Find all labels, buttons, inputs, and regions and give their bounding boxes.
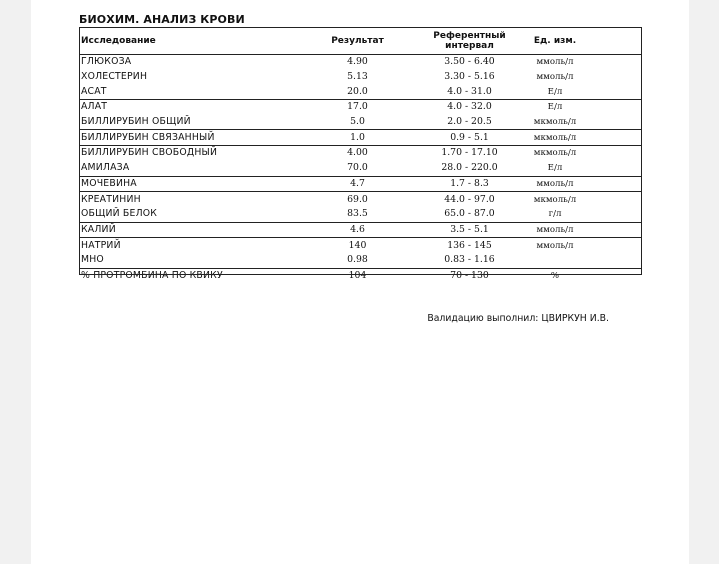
test-reference: 4.0 - 31.0 xyxy=(414,84,525,99)
table-row xyxy=(79,238,641,253)
row-spacer xyxy=(585,130,641,146)
test-reference: 136 - 145 xyxy=(447,239,492,251)
test-reference: 3.50 - 6.40 xyxy=(444,56,495,68)
table-row xyxy=(79,100,641,115)
test-reference: 2.0 - 20.5 xyxy=(414,115,525,130)
row-spacer xyxy=(585,146,641,161)
table-row xyxy=(79,253,641,268)
row-spacer xyxy=(585,161,641,176)
row-spacer xyxy=(585,207,641,222)
test-result: 4.90 xyxy=(347,56,368,68)
test-name: БИЛЛИРУБИН ОБЩИЙ xyxy=(79,115,301,130)
header-result: Результат xyxy=(301,27,414,55)
table-row xyxy=(79,222,641,238)
table-row xyxy=(79,268,641,283)
test-unit: мкмоль/л xyxy=(525,130,585,146)
test-reference: 0.9 - 5.1 xyxy=(414,130,525,146)
test-name: ГЛЮКОЗА xyxy=(81,56,132,68)
table-header-row xyxy=(79,27,641,55)
header-reference-line2: интервал xyxy=(445,40,494,51)
test-result: 5.0 xyxy=(301,115,414,130)
test-name: АСАТ xyxy=(79,84,301,99)
header-reference xyxy=(414,27,525,55)
row-spacer xyxy=(585,115,641,130)
test-name: ХОЛЕСТЕРИН xyxy=(81,71,148,83)
test-name: БИЛЛИРУБИН СВОБОДНЫЙ xyxy=(81,147,218,159)
test-result: 69.0 xyxy=(347,193,368,205)
test-reference: 0.83 - 1.16 xyxy=(414,253,525,268)
test-name: МНО xyxy=(79,253,301,268)
test-unit: Е/л xyxy=(525,84,585,99)
row-spacer xyxy=(585,176,641,192)
test-name: КАЛИЙ xyxy=(79,222,301,238)
test-name: КРЕАТИНИН xyxy=(81,193,141,205)
test-result: 4.7 xyxy=(301,176,414,192)
test-unit: мкмоль/л xyxy=(525,115,585,130)
row-spacer xyxy=(585,253,641,268)
test-name: АМИЛАЗА xyxy=(79,161,301,176)
test-unit: % xyxy=(550,270,560,281)
row-spacer xyxy=(585,70,641,85)
test-unit: ммоль/л xyxy=(536,57,574,68)
test-result: 83.5 xyxy=(301,207,414,222)
row-spacer xyxy=(585,192,641,207)
header-reference-line1: Референтный xyxy=(433,30,506,41)
header-test: Исследование xyxy=(79,27,301,55)
test-result: 140 xyxy=(348,239,367,251)
row-spacer xyxy=(585,222,641,238)
test-unit: ммоль/л xyxy=(536,240,574,251)
test-name: БИЛЛИРУБИН СВЯЗАННЫЙ xyxy=(79,130,301,146)
test-unit: мкмоль/л xyxy=(533,148,577,159)
test-reference: 3.5 - 5.1 xyxy=(414,222,525,238)
table-row xyxy=(79,84,641,99)
document-page xyxy=(31,0,689,564)
test-reference: 65.0 - 87.0 xyxy=(414,207,525,222)
test-result: 1.0 xyxy=(301,130,414,146)
test-result: 20.0 xyxy=(301,84,414,99)
row-spacer xyxy=(585,268,641,283)
test-result: 4.6 xyxy=(301,222,414,238)
row-spacer xyxy=(585,55,641,70)
test-reference: 3.30 - 5.16 xyxy=(444,71,495,83)
test-name: НАТРИЙ xyxy=(81,239,121,251)
table-row xyxy=(79,207,641,222)
table-row xyxy=(79,161,641,176)
row-spacer xyxy=(585,100,641,115)
test-result: 104 xyxy=(348,269,367,281)
table-row xyxy=(79,192,641,207)
test-name: ОБЩИЙ БЕЛОК xyxy=(79,207,301,222)
test-unit: г/л xyxy=(525,207,585,222)
test-result: 4.00 xyxy=(347,147,368,159)
row-spacer xyxy=(585,84,641,99)
row-spacer xyxy=(585,238,641,253)
test-unit xyxy=(525,253,585,268)
table-row xyxy=(79,115,641,130)
test-unit: Е/л xyxy=(525,161,585,176)
table-row xyxy=(79,55,641,70)
header-spacer xyxy=(585,27,641,55)
test-unit: ммоль/л xyxy=(525,176,585,192)
test-result: 0.98 xyxy=(301,253,414,268)
test-unit: Е/л xyxy=(547,102,563,113)
table-row xyxy=(79,70,641,85)
results-table xyxy=(79,27,641,283)
test-reference: 44.0 - 97.0 xyxy=(444,193,495,205)
table-row xyxy=(79,146,641,161)
table-row xyxy=(79,130,641,146)
validation-note: Валидацию выполнил: ЦВИРКУН И.В. xyxy=(427,313,609,324)
test-name: МОЧЕВИНА xyxy=(79,176,301,192)
test-reference: 28.0 - 220.0 xyxy=(414,161,525,176)
test-name: % ПРОТРОМБИНА ПО КВИКУ xyxy=(81,269,223,281)
table-row xyxy=(79,176,641,192)
test-result: 17.0 xyxy=(347,101,368,113)
document-title: БИОХИМ. АНАЛИЗ КРОВИ xyxy=(79,13,245,26)
test-result: 5.13 xyxy=(347,71,368,83)
test-reference: 1.70 - 17.10 xyxy=(441,147,498,159)
test-unit: ммоль/л xyxy=(525,222,585,238)
test-unit: мкмоль/л xyxy=(533,194,577,205)
test-result: 70.0 xyxy=(301,161,414,176)
test-unit: ммоль/л xyxy=(536,72,574,83)
test-name: АЛАТ xyxy=(81,101,108,113)
test-reference: 4.0 - 32.0 xyxy=(447,101,492,113)
header-unit: Ед. изм. xyxy=(525,27,585,55)
test-reference: 1.7 - 8.3 xyxy=(414,176,525,192)
test-reference: 70 - 130 xyxy=(450,269,489,281)
